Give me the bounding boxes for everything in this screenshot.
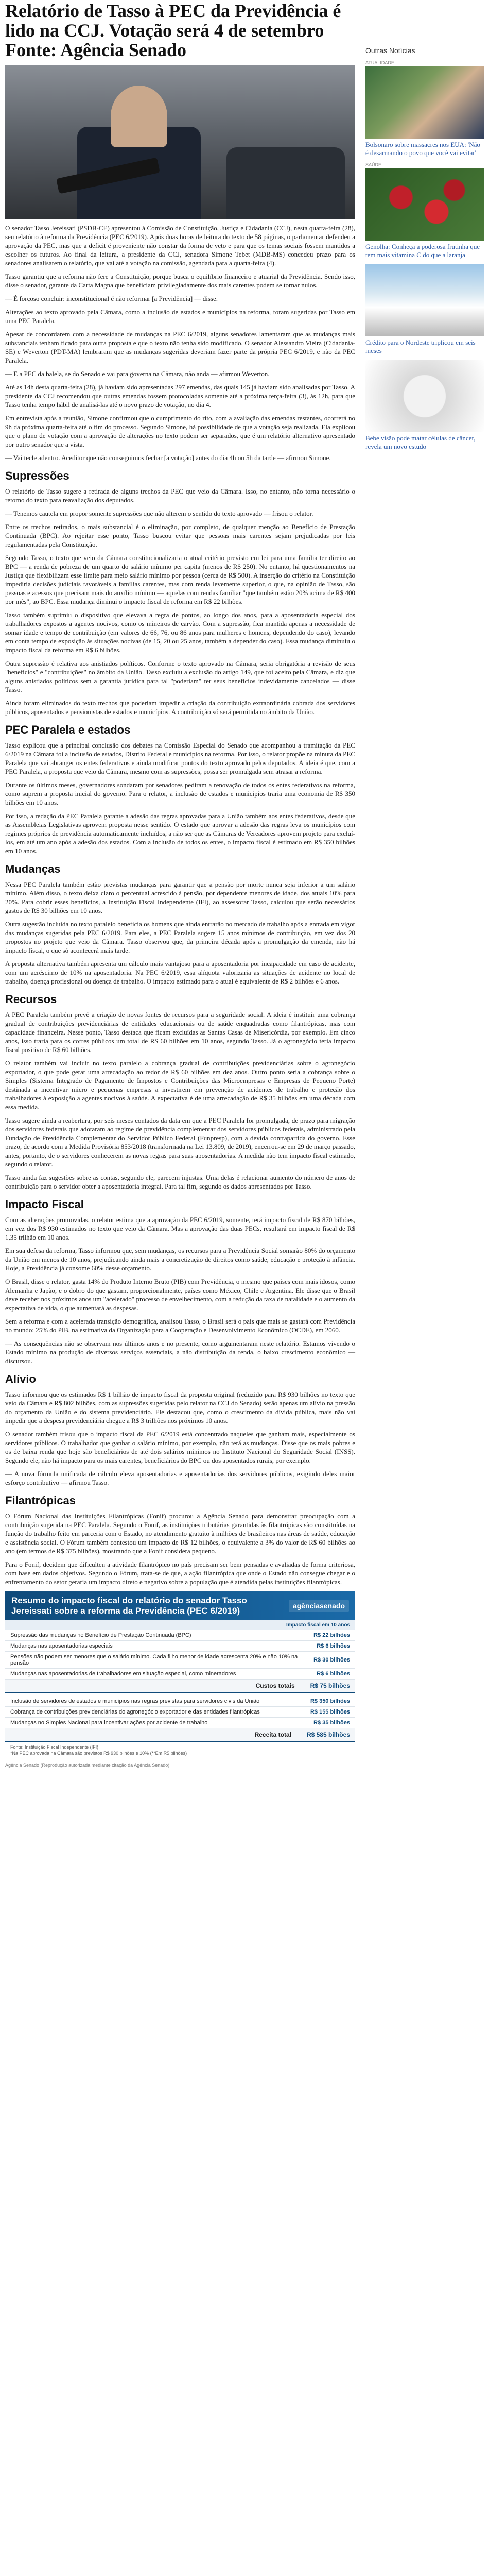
paragraph: O senador Tasso Jereissati (PSDB-CE) apresentou à Comissão de Constituição, Justiça e Cidadania (CCJ), nesta quarta-feira (28), seu relatório à reforma da Previdência (PEC 6/2019). Após duas horas de leitura do texto de 58 páginas, o parlamentar defendeu a aprovação da PEC, mas que a deficit é proveniente não constar da forma de veto e para que os temas sociais fossem mantidos a escolher os futuros. Ao final da leitura, a presidente da CCJ, senadora Simone Tebet (MDB-MS) concedeu prazo para os senadores analisarem o relatório, que vai até a votação na comissão, agendada para a quarta-feira (4). [5, 224, 355, 267]
paragraph: A proposta alternativa também apresenta um cálculo mais vantajoso para a aposentadoria por incapacidade em caso de acidente, com um acréscimo de 10% na aposentadoria. Na PEC 6/2019, essa alíquota valorizaria as situações de acidente no local de trabalho, doença profissional ou doença de trabalho. O impacto estimado para o atual é equivalente de R$ 2 bilhões e 6 anos. [5, 960, 355, 985]
news-category: SAÚDE [365, 162, 382, 167]
total-value: R$ 75 bilhões [310, 1682, 350, 1689]
quote: — A nova fórmula unificada de cálculo eleva aposentadorias e aposentadorias dos servidores públicos, exigindo deles maior esforço contributivo — afirmou Tasso. [5, 1470, 355, 1486]
paragraph: Com as alterações promovidas, o relator estima que a aprovação da PEC 6/2019, somente, terá impacto fiscal de R$ 870 bilhões, em vez dos R$ 930 estimados no texto que veio da Câmara. Mas a aprovação das duas PECs, resultará em impacto fiscal de R$ 1,35 trilhão em 10 anos. [5, 1216, 355, 1241]
news-title-link[interactable]: Bolsonaro sobre massacres nos EUA: 'Não é desarmando o povo que você vai evitar' [365, 141, 480, 157]
paragraph: Tasso informou que os estimados R$ 1 bilhão de impacto fiscal da proposta original (reduzido para R$ 930 bilhões no texto que veio da Câmara e R$ 802 bilhões, com as supressões sugeridas pelo relator na CCJ do Senado) serão apenas um alívio na pressão do orçamento da União e do sistema previdenciário. Ele destacou que, como o crescimento da dívida pública, mais não vai impedir que a despesa previdenciária chegue a R$ 3 trilhões nos próximos 10 anos. [5, 1391, 355, 1425]
row-description: Mudanças nas aposentadorias especiais [10, 1643, 113, 1649]
paragraph: O senador também frisou que o impacto fiscal da PEC 6/2019 está concentrado naqueles que ganham mais, especialmente os servidores públicos. O trabalhador que ganhar o salário mínimo, por exemplo, não terá as mudanças. Disse que os mais pobres e os de baixa renda que hoje são beneficiários de até dois salários mínimos no Instituto Nacional do Seguridade Social (INSS). Segundo ele, não há impacto para os mais carentes, beneficiários do BPC ou dos aposentados rurais, por exemplo. [5, 1430, 355, 1464]
image-credit: Agência Senado (Reprodução autorizada mediante citação da Agência Senado) [5, 1762, 170, 1768]
paragraph: Tasso sugere ainda a reabertura, por seis meses contados da data em que a PEC Paralela for promulgada, de prazo para migração dos servidores federais que adotaram ao regime de previdência complementar dos servidores públicos federais, administrado pela Fundação de Previdência Complementar do Servidor Público Federal (Funpresp), com a devida contrapartida do governo. Esse prazo, de acordo com a Medida Provisória 853/2018 (transformada na Lei 13.809, de 2019), encerrou-se em 29 de março passado, antes, portanto, de o servidores conhecerem as novas regras para suas aposentadorias. A medida não tem impacto fiscal estimado, segundo o relator. [5, 1116, 355, 1168]
row-value: R$ 30 bilhões [313, 1657, 350, 1663]
row-value: R$ 22 bilhões [313, 1632, 350, 1638]
quote: — Vai tecle adentro. Aceditor que não conseguimos fechar [a votação] antes do dia 4h ou 5h da tarde — afirmou Simone. [5, 454, 331, 462]
sidebar-news-item[interactable] [365, 60, 484, 157]
paragraph: Outra sugestão incluída no texto paralelo beneficia os homens que ainda entrarão no mercado de trabalho após a entrada em vigor das mudanças sugeridas pela PEC 6/2019. Para eles, a PEC Paralela sugere 15 anos mínimos de contribuição, em vez dos 20 propostos no projeto que veio da Câmara. Tasso observou que, da primeira década após a promulgação da emenda, não há impacto fiscal, o que só acontecerá mais tarde. [5, 920, 355, 954]
paragraph: Tasso também suprimiu o dispositivo que elevava a regra de pontos, ao longo dos anos, para a aposentadoria especial dos trabalhadores expostos a agentes nocivos, como os mineiros de carvão. Com a supressão, fica mantida apenas a necessidade de somar idade e tempo de contribuição (em valores de 66, 76, ou 86 anos para mulheres e homens, dependendo do caso), levando em conta tempo de exposição às situações nocivas (de 15, 20 ou 25 anos, também a depender do caso). Essa mudança diminuiu o impacto fiscal da reforma em R$ 6 bilhões. [5, 611, 355, 654]
paragraph: Tasso ainda faz sugestões sobre as contas, segundo ele, parecem injustas. Uma delas é relacionar aumento do número de anos de contribuição para o servidor obter a aposentadoria integral. Para tal fim, segundo os dados apresentados por Tasso. [5, 1174, 355, 1190]
news-title-link[interactable]: Bebe visão pode matar células de câncer, revela um novo estudo [365, 434, 476, 450]
sidebar-news-item[interactable] [365, 162, 484, 259]
article [5, 0, 355, 1778]
section-heading-pec-paralela: PEC Paralela e estados [5, 723, 131, 736]
section-heading-mudancas: Mudanças [5, 862, 61, 875]
paragraph: Até as 14h desta quarta-feira (28), já haviam sido apresentadas 297 emendas, das quais 145 já haviam sido analisadas por Tasso. A presidente da CCJ recomendou que outras emendas fossem protocoladas somente até a próxima terça-feira (3), às 12h, para que Tasso tenha tempo hábil de analisá-las até o novo prazo de votação, no dia 4. [5, 383, 355, 409]
news-category: ATUALIDADE [365, 60, 394, 65]
news-title-link[interactable]: Genolha: Conheça a poderosa frutinha que tem mais vitamina C do que a laranja [365, 243, 480, 259]
infographic-row [5, 1669, 355, 1680]
article-headline: Relatório de Tasso à PEC da Previdência é lido na CCJ. Votação será 4 de setembro Fonte: Agência Senado [5, 1, 341, 60]
news-thumbnail[interactable] [365, 66, 484, 139]
paragraph: O Fórum Nacional das Instituições Filantrópicas (Fonif) procurou a Agência Senado para demonstrar preocupação com a contribuição sugerida na PEC Paralela. Segundo o Fonif, as instituições tributárias garantidas às filantrópicas são constituídas na função do trabalho feito em parceria com o Estado, no atendimento gratuito à milhões de brasileiros nas áreas de saúde, educação e assistência social. O Fórum também contestou um impacto de R$ 12 bilhões, o equivalente a 3% do valor de R$ 60 bilhões ao ano (em termos de R$ 375 bilhões), mostrando que a Fonif considera pequeno. [5, 1512, 355, 1555]
sidebar [365, 0, 484, 1778]
paragraph: Durante os últimos meses, governadores sondaram por senadores pediram a renovação de todos os entes federativos na reforma, como suprem a proposta inicial do governo. Para o relator, a inclusão de estados e municípios traria uma economia de R$ 350 bilhões em 10 anos. [5, 781, 355, 806]
news-thumbnail[interactable] [365, 168, 484, 241]
paragraph: O Brasil, disse o relator, gasta 14% do Produto Interno Bruto (PIB) com Previdência, o mesmo que países com mais idosos, como Alemanha e Japão, e o dobro do que gastam, proporcionalmente, países como México, Chile e Argentina. Ele disse que o Brasil deve receber nos próximos anos um "acelerado" processo de envelhecimento, com a redução da taxa de natalidade e o aumento da expectativa de vida, o que aumentará as despesas. [5, 1278, 355, 1312]
infographic-total-revenue [5, 1728, 355, 1742]
row-description: Mudanças nas aposentadorias de trabalhadores em situação especial, como mineradores [10, 1671, 236, 1677]
paragraph: Por isso, a redação da PEC Paralela garante a adesão das regras aprovadas para a União também aos entes federativos, desde que as Assembleias Legislativas aprovem proposta nesse sentido. O estado que aprovar a adesão das regras leva os municípios com regimes próprios de previdência automaticamente incluídos, a não ser que as Câmaras de Vereadores aprovem projeto para excluí-los, em até um ano após a adesão dos estados. Com a inclusão de todos os entes, o impacto fiscal é estimado em R$ 350 bilhões em 10 anos. [5, 812, 355, 855]
infographic-row [5, 1696, 355, 1707]
paragraph: Apesar de concordarem com a necessidade de mudanças na PEC 6/2019, alguns senadores lamentaram que as mudanças mais substanciais tenham ficado para outra proposta e que o texto não tenha sido modificado. O senador Alessandro Vieira (Cidadania-SE) e Weverton (PDT-MA) lembraram que as mudanças sugeridas deveriam fazer parte da própria PEC 6/2019, e não da PEC Paralela. [5, 330, 355, 364]
quote: — É forçoso concluir: inconstitucional é não reformar [a Previdência] — disse. [5, 295, 218, 302]
paragraph: Ainda foram eliminados do texto trechos que poderiam impedir a criação da contribuição extraordinária cobrada dos servidores públicos, aposentados e pensionistas de estados e municípios. A contribuição só será permitida no âmbito da União. [5, 699, 355, 716]
paragraph: Tasso garantiu que a reforma não fere a Constituição, porque busca o equilíbrio financeiro e atuarial da Previdência. Sendo isso, disse o senador, garante da Carta Magna que beneficiam privilegiadamente dos mais carentes podem se tornar nulos. [5, 273, 355, 289]
row-description: Cobrança de contribuições previdenciárias do agronegócio exportador e das entidades filantrópicas [10, 1709, 260, 1715]
paragraph: Sem a reforma e com a acelerada transição demográfica, analisou Tasso, o Brasil será o país que mais se gastará com Previdência no mundo: 25% do PIB, na estimativa da Organização para a Cooperação e Desenvolvimento Econômico (OCDE), em 2060. [5, 1317, 355, 1334]
paragraph: Em entrevista após a reunião, Simone confirmou que o cumprimento do rito, com a avaliação das emendas restantes, ocorrerá no 9h da próxima quarta-feira até o fim do processo. Segundo Simone, há possibilidade de que a votação seja realizada. Ela explicou que o plano de votação com a aprovação de alterações no texto podem ser separados, que é um relatório alternativo apresentado por outro senador que a vista. [5, 414, 355, 448]
intro-block [5, 224, 355, 462]
paragraph: O relator também vai incluir no texto paralelo a cobrança gradual de contribuições previdenciárias sobre o agronegócio exportador, o que pode gerar uma arrecadação ao redor de R$ 60 bilhões em dez anos. Outro ponto seria a cobrança sobre o Simples (Sistema Integrado de Pagamento de Impostos e Contribuições das Microempresas e Empresas de Pequeno Porte) destinada a incentivar micro e pequenas empresas a investirem em prevenção de acidentes de trabalho e proteção dos trabalhadores à exposição a agentes nocivos à saúde. A expectativa é de uma arrecadação de R$ 35 bilhões em uma década com essa medida. [5, 1059, 355, 1111]
paragraph: Em sua defesa da reforma, Tasso informou que, sem mudanças, os recursos para a Previdência Social somarão 80% do orçamento da União em menos de 10 anos, prejudicando ainda mais a concretização de direitos como saúde, educação e proteção à infância. Hoje, a Previdência já consome 60% desse orçamento. [5, 1247, 355, 1272]
row-value: R$ 6 bilhões [317, 1671, 350, 1677]
paragraph: O relatório de Tasso sugere a retirada de alguns trechos da PEC que veio da Câmara. Isso, no entanto, não torna necessário o retorno do texto para reavaliação dos deputados. [5, 487, 355, 504]
quote: — Tenemos cautela em propor somente supressões que não alterem o sentido do texto aprovado — frisou o relator. [5, 510, 313, 517]
infographic-total-costs [5, 1680, 355, 1693]
hero-image [5, 65, 355, 219]
infographic-row [5, 1707, 355, 1718]
quote: — E a PEC da balela, se do Senado e vai para governa na Câmara, não anda — afirmou Weverton. [5, 370, 270, 378]
row-description: Supressão das mudanças no Benefício de Prestação Continuada (BPC) [10, 1632, 191, 1638]
row-description: Mudanças no Simples Nacional para incentivar ações por acidente de trabalho [10, 1720, 208, 1726]
total-label: Custos totais [255, 1682, 295, 1689]
paragraph: Nessa PEC Paralela também estão previstas mudanças para garantir que a pensão por morte nunca seja inferior a um salário mínimo. Além disso, o texto deixa claro o percentual acrescido à pensão, por dependente menores de idade, dos atuais 10% para 20%. Para cobrir esses benefícios, a Instituição Fiscal Independente (IFI), ao assessorar Tasso, calculou que serão necessários gastos de R$ 30 bilhões em 10 anos. [5, 880, 355, 914]
hero-background-person [226, 147, 345, 219]
paragraph: Alterações ao texto aprovado pela Câmara, como a inclusão de estados e municípios na reforma, foram sugeridas por Tasso em uma PEC Paralela. [5, 308, 355, 325]
section-heading-alivio: Alívio [5, 1372, 36, 1385]
paragraph: Entre os trechos retirados, o mais substancial é o eliminação, por completo, de qualquer menção ao Benefício de Prestação Continuada (BPC). Ao rejeitar esse ponto, Tasso buscou evitar que pessoas mais carentes sejam prejudicadas por leis regulamentadas pela Constituição. [5, 523, 355, 548]
section-heading-recursos: Recursos [5, 993, 57, 1006]
paragraph: Segundo Tasso, o texto que veio da Câmara constitucionalizaria o atual critério previsto em lei para uma família ter direito ao BPC — a renda de pobreza de um quarto do salário mínimo per capita (menos de R$ 250). No entanto, há questionamentos na Justiça que flexibilizam esse limite para meio salário mínimo por pessoa (cerca de R$ 500). A inserção do critério na Constituição impediria decisões judiciais favoráveis a famílias carentes, mas com renda levemente superior, o que, na opinião de Tasso, são pessoas e acessos que precisam mais do auxílio mínimo — aquelas com rendas familiar "que também estão 20% acima de R$ 400 por mês", ao BPC. Essa mudança diminui o impacto fiscal de reforma em R$ 22 bilhões. [5, 554, 355, 605]
paragraph: A PEC Paralela também prevê a criação de novas fontes de recursos para a seguridade social. A ideia é instituir uma cobrança gradual de contribuições previdenciárias de entidades educacionais ou de saúde enquadradas como filantrópicas, mas com capacidade financeira. Nesse ponto, Tasso destaca que ficam excluídas as Santas Casas de Misericórdia, por exemplo. Em cinco anos, isso traria para os cofres públicos um total de R$ 60 bilhões em 10 anos, segundo Tasso. Já o agronegócio teria impacto fiscal positivo de R$ 60 bilhões. [5, 1011, 355, 1054]
infographic-row [5, 1718, 355, 1728]
hero-senator-head [111, 86, 167, 147]
sidebar-label: Outras Notícias [365, 46, 484, 57]
infographic-notes: Fonte: Instituição Fiscal Independente (IFI) *Na PEC aprovada na Câmara são previstos R$ 930 bilhões e 10% (**Em R$ bilhões) [10, 1744, 187, 1756]
paragraph: Tasso explicou que a principal conclusão dos debates na Comissão Especial do Senado que acompanhou a tramitação da PEC 6/2019 na Câmara foi a inclusão de estados, Distrito Federal e municípios na reforma. Por isso, o relator propõe na minuta da PEC Paralela que vai abranger os entes federativos e ainda modificar pontos do texto aprovado pelos deputados. A ideia é que, com a PEC Paralela, a proposta que veio da Câmara, mesmo com as supressões, possa ser promulgada sem atrasar a reforma. [5, 741, 355, 775]
row-description: Pensões não podem ser menores que o salário mínimo. Cada filho menor de idade acrescenta 20% e não 10% na pensão [10, 1654, 298, 1666]
row-value: R$ 350 bilhões [310, 1698, 350, 1704]
paragraph: Para o Fonif, decidem que dificulten a atividade filantrópico no país precisam ser bem pensadas e avaliadas de forma criteriosa, com base em dados objetivos. Segundo o Fórum, trata-se de que, a ação filantrópica que onde o Estado não consegue chegar e o enfrentamento do setor geraria um impacto direto e negativo sobre a população que é atendida pelas instituições filantrópicas. [5, 1561, 355, 1586]
infographic-row [5, 1641, 355, 1652]
infographic-column-label: Impacto fiscal em 10 anos [5, 1620, 355, 1630]
section-heading-supressoes: Supressões [5, 469, 69, 482]
row-value: R$ 6 bilhões [317, 1643, 350, 1649]
total-value: R$ 585 bilhões [306, 1731, 350, 1738]
infographic-title: Resumo do impacto fiscal do relatório do senador Tasso Jereissati sobre a reforma da Previdência (PEC 6/2019) [11, 1596, 247, 1616]
row-value: R$ 35 bilhões [313, 1720, 350, 1726]
row-description: Inclusão de servidores de estados e municípios nas regras previstas para servidores civis da União [10, 1698, 260, 1704]
quote: — As consequências não se observam nos últimos anos e no presente, como argumentaram neste relatório. Estamos vivendo o Estado mínimo na produção de diversos serviços essenciais, a não distribuição da renda, o baixo crescimento econômico — discursou. [5, 1340, 355, 1365]
infographic-row [5, 1652, 355, 1669]
sidebar-news-item[interactable] [365, 264, 484, 355]
agencia-senado-logo: agênciasenado [289, 1600, 349, 1612]
news-thumbnail[interactable] [365, 360, 484, 432]
sidebar-news-item[interactable] [365, 360, 484, 451]
section-heading-impacto-fiscal: Impacto Fiscal [5, 1198, 84, 1211]
paragraph: Outra supressão é relativa aos anistiados políticos. Conforme o texto aprovado na Câmara, seria obrigatória a revisão de seus "benefícios" e "contribuições" no âmbito da União. Tasso excluiu a exclusão do artigo 149, que foi aceito pela Câmara, e diz que alguns anistiados políticos sem a garantia jurídica para tal "poderiam" ter seus benefícios indevidamente cancelados — disse Tasso. [5, 659, 355, 693]
news-title-link[interactable]: Crédito para o Nordeste triplicou em seis meses [365, 338, 476, 354]
section-heading-filantropicas: Filantrópicas [5, 1494, 76, 1507]
infographic-header [5, 1591, 355, 1620]
impact-infographic [5, 1591, 355, 1758]
news-thumbnail[interactable] [365, 264, 484, 336]
infographic-row [5, 1630, 355, 1641]
row-value: R$ 155 bilhões [310, 1709, 350, 1715]
total-label: Receita total [254, 1731, 291, 1738]
